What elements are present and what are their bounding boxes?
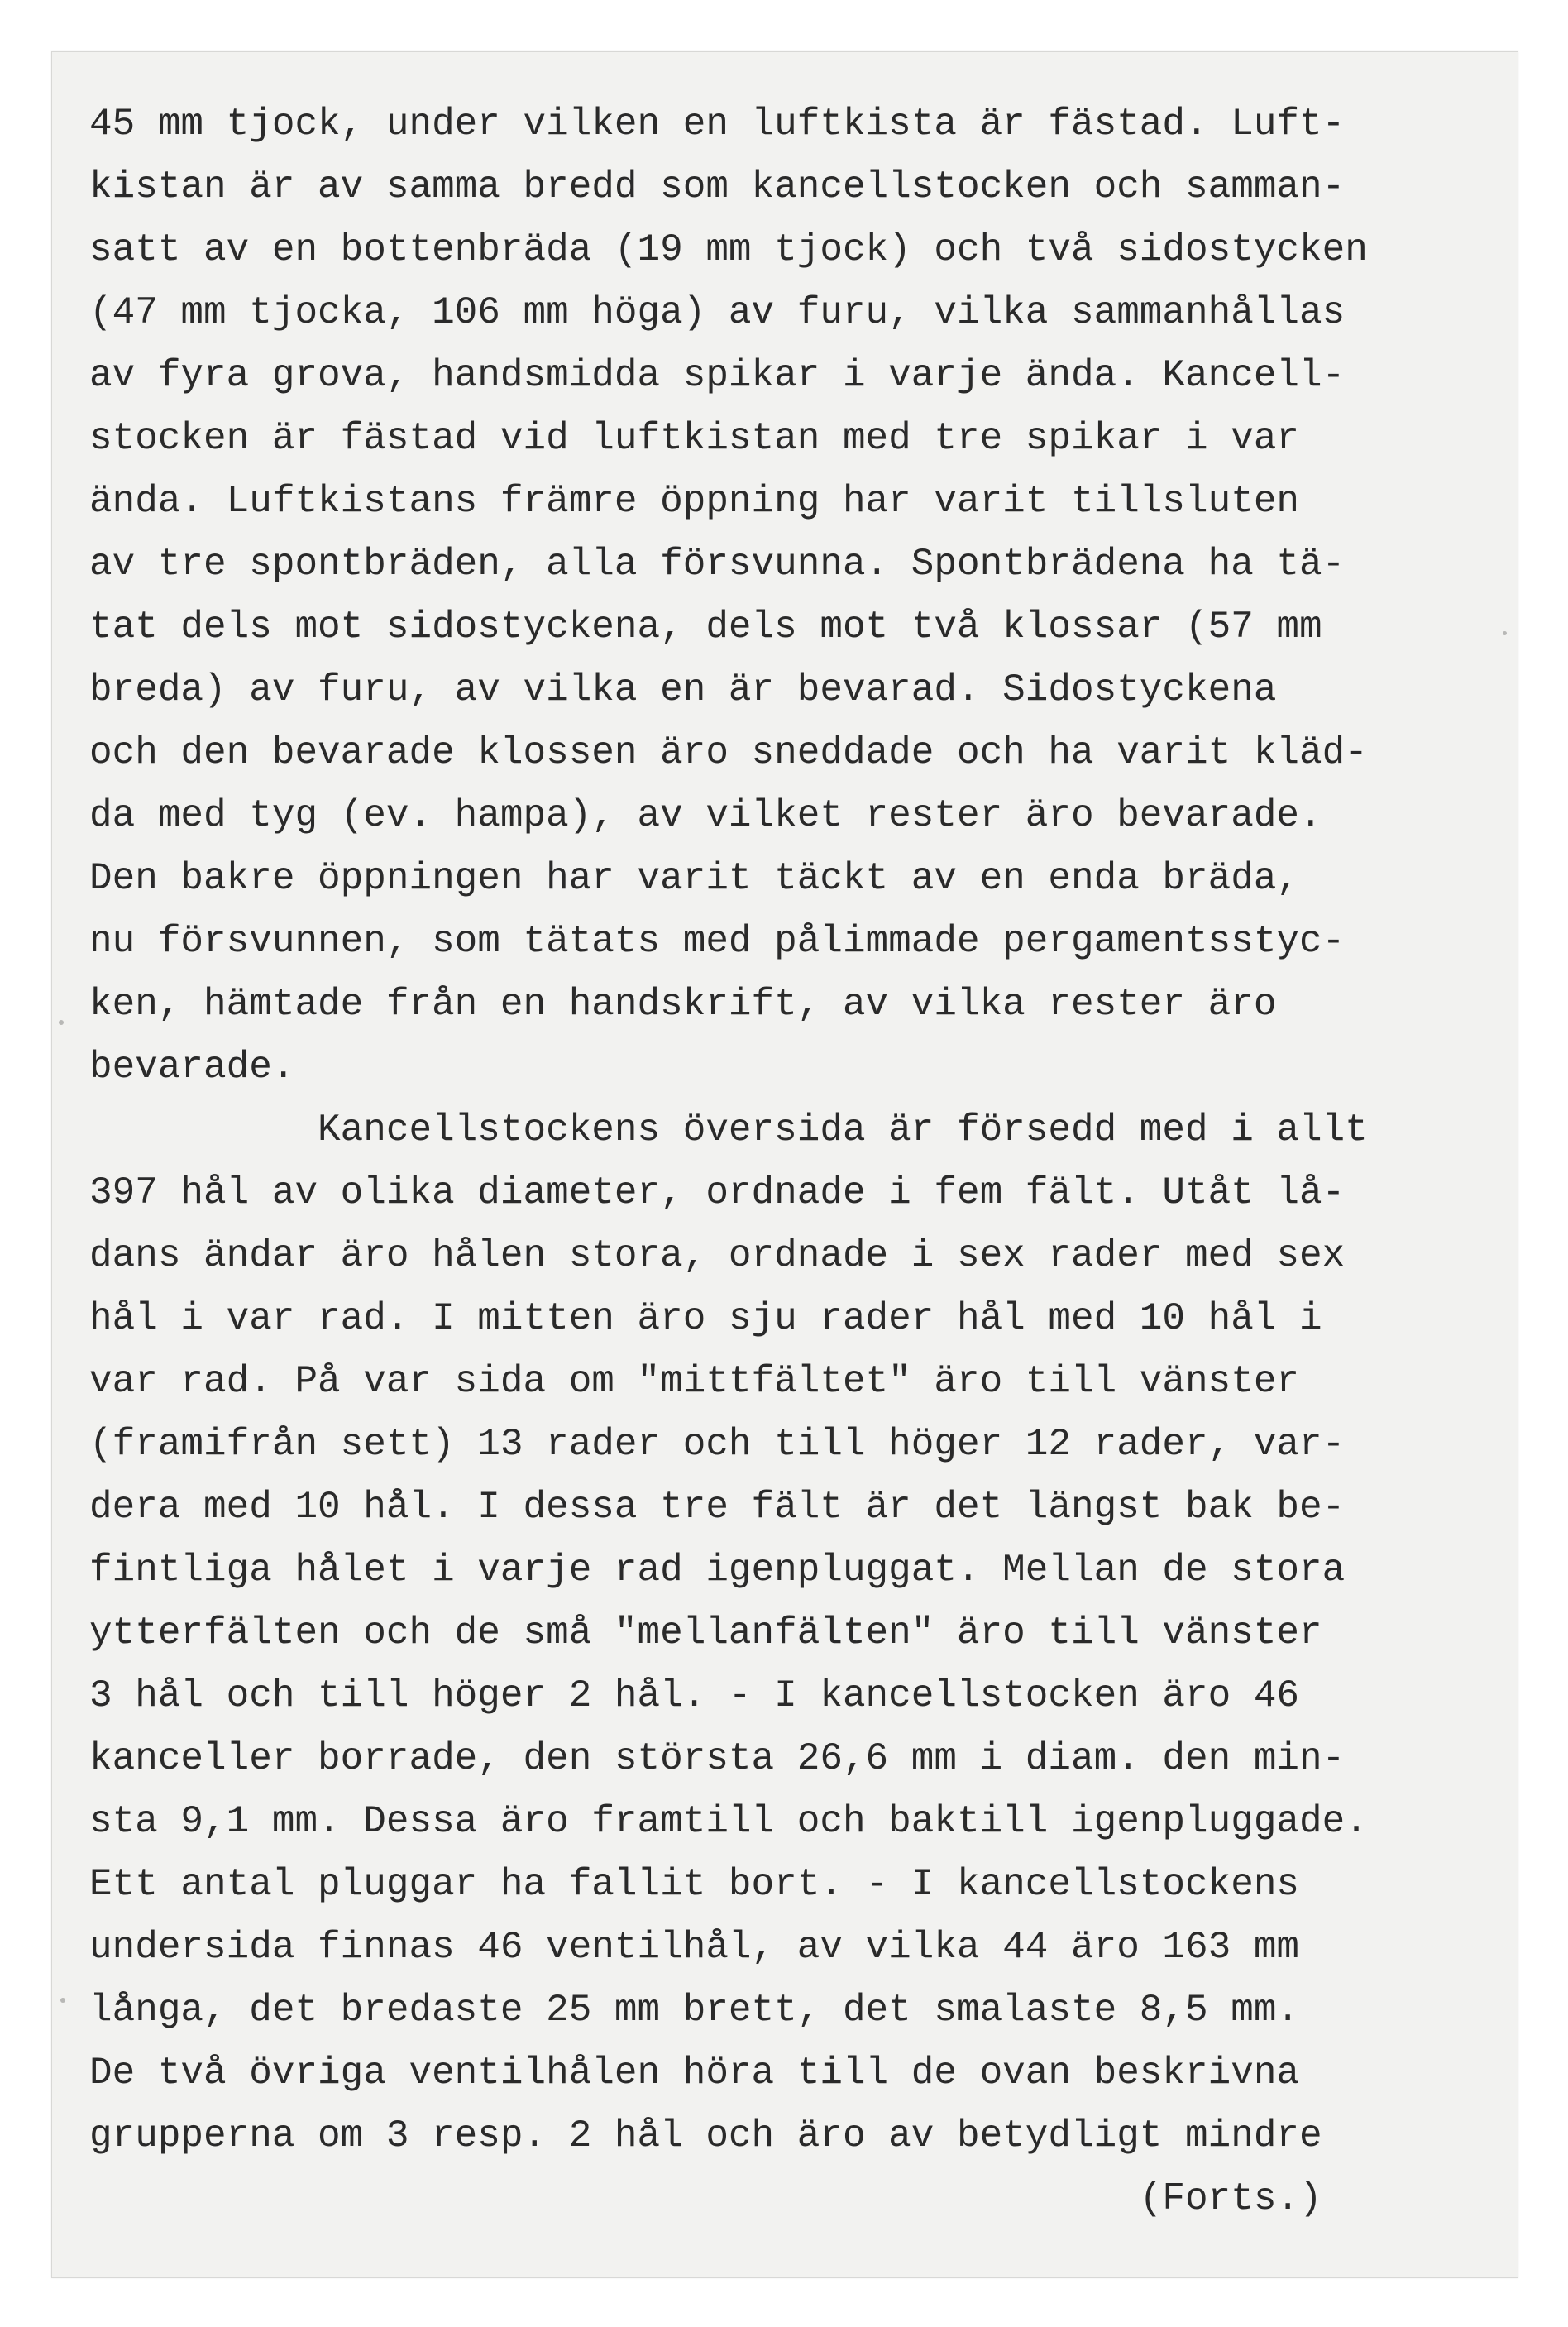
text-line: bevarade.: [89, 1046, 295, 1089]
text-line: (47 mm tjocka, 106 mm höga) av furu, vilka sammanhållas: [89, 291, 1346, 334]
text-line: ytterfälten och de små "mellanfälten" äro till vänster: [89, 1611, 1322, 1654]
text-line: satt av en bottenbräda (19 mm tjock) och två sidostycken: [89, 228, 1368, 271]
text-line: Kancellstockens översida är försedd med i allt: [89, 1108, 1368, 1152]
text-line: kanceller borrade, den största 26,6 mm i diam. den min-: [89, 1737, 1346, 1780]
text-line: var rad. På var sida om "mittfältet" äro till vänster: [89, 1360, 1300, 1403]
text-line: De två övriga ventilhålen höra till de ovan beskrivna: [89, 2052, 1300, 2095]
text-line: långa, det bredaste 25 mm brett, det smalaste 8,5 mm.: [89, 1989, 1300, 2032]
text-line: av tre spontbräden, alla försvunna. Spontbrädena ha tä-: [89, 543, 1346, 586]
text-line: undersida finnas 46 ventilhål, av vilka 44 äro 163 mm: [89, 1926, 1300, 1969]
text-line: stocken är fästad vid luftkistan med tre spikar i var: [89, 417, 1300, 460]
text-line: hål i var rad. I mitten äro sju rader hål med 10 hål i: [89, 1297, 1322, 1340]
paper-speck: [59, 1020, 64, 1025]
text-line: tat dels mot sidostyckena, dels mot två klossar (57 mm: [89, 606, 1322, 649]
text-line: sta 9,1 mm. Dessa äro framtill och baktill igenpluggade.: [89, 1800, 1368, 1843]
text-line: breda) av furu, av vilka en är bevarad. Sidostyckena: [89, 668, 1277, 711]
text-line: grupperna om 3 resp. 2 hål och äro av betydligt mindre: [89, 2114, 1322, 2157]
text-line: kistan är av samma bredd som kancellstocken och samman-: [89, 165, 1346, 208]
continuation-note: (Forts.): [89, 2177, 1322, 2220]
text-line: Ett antal pluggar ha fallit bort. - I kancellstockens: [89, 1863, 1300, 1906]
text-line: dera med 10 hål. I dessa tre fält är det längst bak be-: [89, 1486, 1346, 1529]
text-line: av fyra grova, handsmidda spikar i varje ända. Kancell-: [89, 354, 1346, 397]
text-line: (framifrån sett) 13 rader och till höger 12 rader, var-: [89, 1423, 1346, 1466]
text-line: dans ändar äro hålen stora, ordnade i sex rader med sex: [89, 1234, 1346, 1277]
text-line: 45 mm tjock, under vilken en luftkista är fästad. Luft-: [89, 103, 1346, 146]
text-line: da med tyg (ev. hampa), av vilket rester äro bevarade.: [89, 794, 1322, 837]
text-line: 3 hål och till höger 2 hål. - I kancellstocken äro 46: [89, 1674, 1300, 1717]
text-line: Den bakre öppningen har varit täckt av en enda bräda,: [89, 857, 1300, 900]
text-line: ken, hämtade från en handskrift, av vilka rester äro: [89, 983, 1277, 1026]
text-line: fintliga hålet i varje rad igenpluggat. Mellan de stora: [89, 1549, 1346, 1592]
text-line: och den bevarade klossen äro sneddade och ha varit kläd-: [89, 731, 1368, 774]
text-line: 397 hål av olika diameter, ordnade i fem fält. Utåt lå-: [89, 1171, 1346, 1214]
text-line: nu försvunnen, som tätats med pålimmade pergamentsstyc-: [89, 920, 1346, 963]
paper-speck: [60, 1998, 65, 2003]
text-line: ända. Luftkistans främre öppning har varit tillsluten: [89, 480, 1300, 523]
paper-speck: [1503, 631, 1507, 635]
